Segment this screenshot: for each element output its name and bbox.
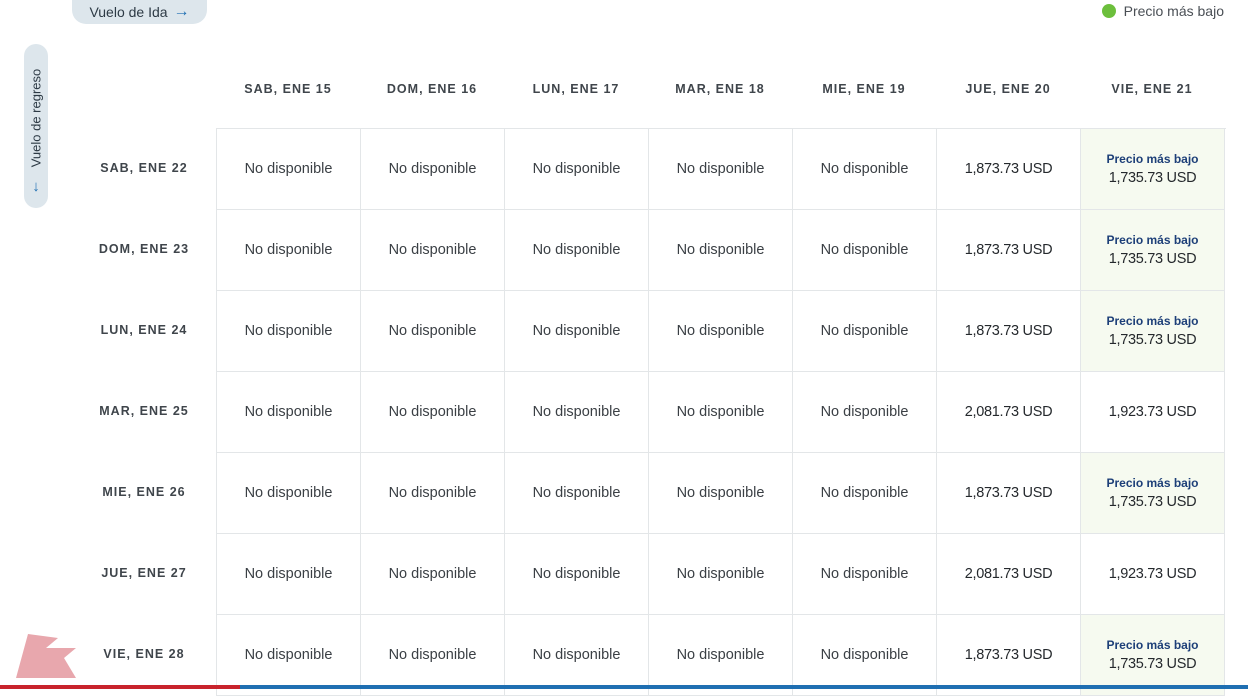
outbound-flight-label: Vuelo de Ida xyxy=(89,4,168,20)
fare-cell-unavailable[interactable]: No disponible xyxy=(361,372,505,453)
fare-cell-unavailable[interactable]: No disponible xyxy=(649,210,793,291)
fare-cell-unavailable[interactable]: No disponible xyxy=(505,291,649,372)
column-header: DOM, ENE 16 xyxy=(386,82,478,96)
fare-cell[interactable]: 1,873.73 USD xyxy=(937,453,1081,534)
fare-cell-unavailable[interactable]: No disponible xyxy=(793,453,937,534)
outbound-flight-pill[interactable] xyxy=(72,0,207,24)
fare-cell-unavailable[interactable]: No disponible xyxy=(793,291,937,372)
row-header: LUN, ENE 24 xyxy=(100,323,188,337)
fare-cell[interactable]: 1,873.73 USD xyxy=(937,291,1081,372)
row-header: SAB, ENE 22 xyxy=(100,161,188,175)
column-header: JUE, ENE 20 xyxy=(965,82,1051,96)
row-header: JUE, ENE 27 xyxy=(101,566,187,580)
fare-cell-unavailable[interactable]: No disponible xyxy=(649,291,793,372)
row-header: MAR, ENE 25 xyxy=(99,404,189,418)
fare-price: 1,735.73 USD xyxy=(1108,656,1197,672)
fare-cell[interactable]: 1,873.73 USD xyxy=(937,129,1081,210)
column-header: VIE, ENE 21 xyxy=(1111,82,1193,96)
green-dot-icon xyxy=(1102,4,1116,18)
fare-cell-unavailable[interactable]: No disponible xyxy=(361,210,505,291)
fare-cell-unavailable[interactable]: No disponible xyxy=(217,372,361,453)
fare-price: 1,735.73 USD xyxy=(1108,251,1197,267)
lowest-price-tag: Precio más bajo xyxy=(1106,233,1199,247)
fare-cell-lowest[interactable] xyxy=(1081,615,1225,696)
lowest-price-tag: Precio más bajo xyxy=(1106,638,1199,652)
bottom-brand-bar xyxy=(0,685,1248,689)
fare-cell[interactable]: 1,873.73 USD xyxy=(937,615,1081,696)
fare-price: 1,735.73 USD xyxy=(1108,170,1197,186)
fare-cell-unavailable[interactable]: No disponible xyxy=(505,372,649,453)
fare-cell[interactable]: 2,081.73 USD xyxy=(937,372,1081,453)
fare-cell-unavailable[interactable]: No disponible xyxy=(217,129,361,210)
fare-cell-unavailable[interactable]: No disponible xyxy=(361,453,505,534)
lowest-price-tag: Precio más bajo xyxy=(1106,314,1199,328)
fare-cell-unavailable[interactable]: No disponible xyxy=(505,534,649,615)
return-flight-pill[interactable] xyxy=(24,44,48,208)
row-header: VIE, ENE 28 xyxy=(103,647,185,661)
lowest-price-legend xyxy=(1102,3,1224,19)
table-row xyxy=(217,210,1226,291)
column-header: LUN, ENE 17 xyxy=(532,82,620,96)
arrow-down-icon: ↓ xyxy=(32,178,40,195)
lowest-price-tag: Precio más bajo xyxy=(1106,152,1199,166)
column-header: SAB, ENE 15 xyxy=(244,82,332,96)
fare-cell-unavailable[interactable]: No disponible xyxy=(217,534,361,615)
fare-cell-unavailable[interactable]: No disponible xyxy=(793,372,937,453)
column-header: MIE, ENE 19 xyxy=(822,82,906,96)
fare-cell-unavailable[interactable]: No disponible xyxy=(793,210,937,291)
fare-cell-unavailable[interactable]: No disponible xyxy=(793,129,937,210)
fare-cell-unavailable[interactable]: No disponible xyxy=(361,129,505,210)
fare-cell-unavailable[interactable]: No disponible xyxy=(361,615,505,696)
arrow-right-icon: → xyxy=(173,3,190,20)
fare-cell-unavailable[interactable]: No disponible xyxy=(649,129,793,210)
return-flight-label: Vuelo de regreso xyxy=(28,68,44,168)
fare-cell-unavailable[interactable]: No disponible xyxy=(649,372,793,453)
lowest-price-tag: Precio más bajo xyxy=(1106,476,1199,490)
fare-cell-unavailable[interactable]: No disponible xyxy=(793,534,937,615)
fare-cell-unavailable[interactable]: No disponible xyxy=(217,291,361,372)
bottom-brand-bar-red xyxy=(0,685,240,689)
fare-cell[interactable]: 1,873.73 USD xyxy=(937,210,1081,291)
fare-cell[interactable]: 1,923.73 USD xyxy=(1081,372,1225,453)
fare-cell-unavailable[interactable]: No disponible xyxy=(505,210,649,291)
fare-cell-unavailable[interactable]: No disponible xyxy=(649,534,793,615)
fare-cell[interactable]: 1,923.73 USD xyxy=(1081,534,1225,615)
fare-cell-unavailable[interactable]: No disponible xyxy=(793,615,937,696)
fare-price: 1,735.73 USD xyxy=(1108,332,1197,348)
fare-cell-lowest[interactable] xyxy=(1081,453,1225,534)
fare-cell-unavailable[interactable]: No disponible xyxy=(505,453,649,534)
fare-cell-unavailable[interactable]: No disponible xyxy=(361,534,505,615)
fare-price: 1,735.73 USD xyxy=(1108,494,1197,510)
fare-cell-unavailable[interactable]: No disponible xyxy=(217,453,361,534)
row-header: MIE, ENE 26 xyxy=(102,485,186,499)
fare-cell-lowest[interactable] xyxy=(1081,291,1225,372)
table-row xyxy=(217,129,1226,210)
legend-label: Precio más bajo xyxy=(1123,3,1224,19)
fare-cell-unavailable[interactable]: No disponible xyxy=(361,291,505,372)
fare-cell-unavailable[interactable]: No disponible xyxy=(217,210,361,291)
fare-cell[interactable]: 2,081.73 USD xyxy=(937,534,1081,615)
fare-cell-unavailable[interactable]: No disponible xyxy=(217,615,361,696)
fare-cell-unavailable[interactable]: No disponible xyxy=(649,615,793,696)
fare-cell-unavailable[interactable]: No disponible xyxy=(505,129,649,210)
row-header: DOM, ENE 23 xyxy=(98,242,190,256)
table-row xyxy=(217,291,1226,372)
airline-logo xyxy=(16,634,78,678)
table-row xyxy=(217,372,1226,453)
fare-calendar-grid xyxy=(216,128,1226,696)
fare-cell-unavailable[interactable]: No disponible xyxy=(505,615,649,696)
fare-cell-lowest[interactable] xyxy=(1081,129,1225,210)
fare-cell-unavailable[interactable]: No disponible xyxy=(649,453,793,534)
column-header: MAR, ENE 18 xyxy=(675,82,765,96)
fare-cell-lowest[interactable] xyxy=(1081,210,1225,291)
table-row xyxy=(217,534,1226,615)
table-row xyxy=(217,615,1226,696)
table-row xyxy=(217,453,1226,534)
